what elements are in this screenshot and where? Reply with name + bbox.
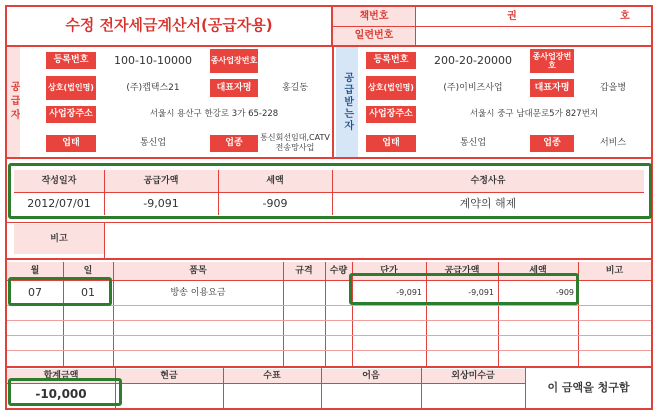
tax-amount-header: 세액 [218, 170, 332, 192]
serial-number-label: 일련번호 [333, 27, 415, 45]
supplier-branch-label: 종사업장번호 [210, 49, 258, 73]
row-day: 01 [81, 285, 95, 299]
claim-text: 이 금액을 청구함 [547, 380, 630, 394]
book-volume-label: 권 [507, 10, 517, 22]
supplier-address: 서울시 용산구 한강로 3가 65-228 [149, 109, 279, 120]
receiver-biz-type-label: 업태 [366, 135, 416, 152]
supplier-biz-item: 통신회선임대,CATV전송망사업 [260, 133, 330, 152]
date-highlight [8, 277, 112, 306]
tax-amount: -909 [262, 196, 288, 210]
supplier-rep: 홍길동 [281, 82, 309, 93]
row-spec [283, 281, 325, 305]
receiver-side-label: 공급받는자 [336, 47, 358, 157]
supplier-biz-type: 통신업 [139, 137, 167, 148]
col-tax: 세액 [498, 262, 578, 280]
supplier-name: (주)캡택스21 [126, 82, 180, 93]
total-amount-label: 합계금액 [7, 369, 115, 383]
note-label: 비고 [14, 224, 104, 254]
row-supply: -9,091 [468, 288, 494, 298]
receiver-name-label: 상호(법인명) [366, 76, 416, 100]
receiver-rep: 갑을병 [599, 82, 627, 93]
row-item: 방송 이용요금 [170, 287, 226, 298]
col-qty: 수량 [325, 262, 352, 280]
supplier-side-label: 공급자 [7, 47, 20, 157]
receiver-reg-no-label: 등록번호 [366, 52, 416, 69]
total-amount: -10,000 [35, 387, 87, 402]
invoice-title: 수정 전자세금계산서(공급자용) [65, 16, 273, 35]
revision-reason-header: 수정사유 [332, 170, 644, 192]
issue-date: 2012/07/01 [27, 196, 91, 210]
col-day: 일 [63, 262, 113, 280]
receiver-branch-label: 종사업장번호 [530, 49, 574, 73]
col-spec: 규격 [283, 262, 325, 280]
cash-label: 현금 [115, 369, 223, 383]
row-qty [325, 281, 352, 305]
supplier-biz-type-label: 업태 [46, 135, 96, 152]
amounts-highlight [349, 273, 579, 305]
supplier-reg-no: 100-10-10000 [114, 53, 192, 67]
supplier-reg-no-label: 등록번호 [46, 52, 96, 69]
book-number-label: 책번호 [333, 7, 415, 26]
col-supply: 공급가액 [426, 262, 498, 280]
receiver-biz-item: 서비스 [599, 137, 627, 148]
col-item: 품목 [113, 262, 283, 280]
date-header: 작성일자 [14, 170, 104, 192]
book-item-label: 호 [620, 10, 630, 22]
supplier-biz-item-label: 업종 [210, 135, 258, 152]
credit-label: 외상미수금 [421, 369, 525, 383]
supplier-name-label: 상호(법인명) [46, 76, 96, 100]
receiver-address-label: 사업장주소 [366, 106, 416, 123]
receiver-name: (주)이비즈사업 [443, 82, 503, 93]
col-note: 비고 [578, 262, 651, 280]
receiver-reg-no: 200-20-20000 [434, 53, 512, 67]
col-month: 월 [7, 262, 63, 280]
total-highlight [8, 378, 122, 406]
supplier-rep-label: 대표자명 [210, 79, 258, 97]
receiver-biz-type: 통신업 [459, 137, 487, 148]
row-unit-price: -9,091 [396, 288, 422, 298]
col-unit-price: 단가 [352, 262, 426, 280]
row-tax: -909 [555, 288, 574, 298]
supply-amount-header: 공급가액 [104, 170, 218, 192]
row-month: 07 [28, 285, 42, 299]
summary-highlight [8, 163, 652, 219]
supply-amount: -9,091 [143, 196, 179, 210]
check-label: 수표 [223, 369, 321, 383]
receiver-biz-item-label: 업종 [530, 135, 574, 152]
revision-reason: 계약의 해제 [459, 196, 517, 210]
receiver-rep-label: 대표자명 [530, 79, 574, 97]
bill-label: 어음 [321, 369, 421, 383]
row-note [578, 281, 651, 305]
supplier-address-label: 사업장주소 [46, 106, 96, 123]
receiver-address: 서울시 중구 남대문로5가 827번지 [469, 109, 599, 120]
